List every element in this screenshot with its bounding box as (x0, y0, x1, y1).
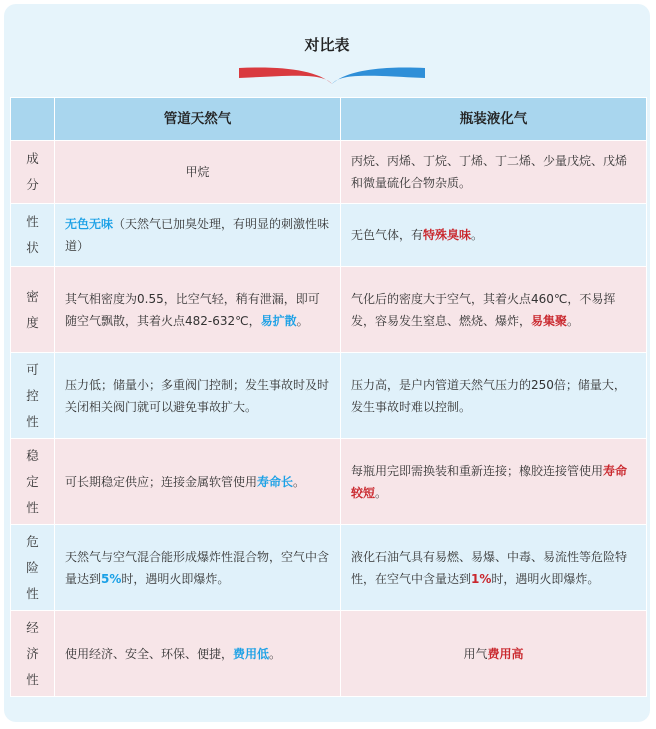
pipeline-gas-cell (55, 204, 341, 267)
cell-text: 。 (293, 474, 306, 489)
table-header-row (11, 98, 647, 141)
row-label-char: 稳 (26, 447, 39, 463)
row-label-char: 状 (26, 240, 39, 255)
row-label-char: 性 (26, 413, 39, 429)
row-label-char: 度 (26, 314, 39, 330)
pipeline-gas-cell (55, 439, 341, 525)
cell-text: 压力高，是户内管道天然气压力的250倍；储量大，发生事故时难以控制。 (351, 377, 626, 414)
row-label-char: 可 (26, 361, 39, 377)
bottled-lpg-cell (341, 141, 647, 204)
table-row (11, 353, 647, 439)
pipeline-gas-cell (55, 611, 341, 697)
bottled-lpg-cell (341, 267, 647, 353)
row-label-char: 控 (26, 387, 39, 403)
cell-text: 每瓶用完即需换装和重新连接；橡胶连接管使用 (351, 463, 604, 478)
row-label (11, 204, 55, 267)
row-label-char: 济 (26, 645, 39, 661)
row-label (11, 525, 55, 611)
cell-text: 时，遇明火即爆炸。 (121, 571, 230, 586)
row-label (11, 439, 55, 525)
highlight-text: 5% (101, 571, 122, 586)
cell-text: 使用经济、安全、环保、便捷， (65, 646, 234, 661)
header-bottled-lpg: 瓶装液化气 (341, 98, 647, 141)
highlight-text: 特殊臭味 (423, 228, 472, 242)
table-row (11, 204, 647, 267)
highlight-text: 费用低 (233, 646, 270, 661)
header-corner (11, 98, 55, 141)
bottled-lpg-cell (341, 611, 647, 697)
bottled-lpg-cell (341, 353, 647, 439)
row-label-char: 性 (26, 499, 39, 515)
row-label-char: 性 (26, 671, 39, 687)
pipeline-gas-cell (55, 525, 341, 611)
cell-text: 甲烷 (185, 165, 210, 179)
pipeline-gas-cell (55, 353, 341, 439)
cell-text: 丙烷、丙烯、丁烷、丁烯、丁二烯、少量戊烷、戊烯和微量硫化合物杂质。 (351, 154, 628, 190)
row-label-char: 分 (26, 177, 39, 192)
row-label (11, 611, 55, 697)
highlight-text: 1% (471, 571, 492, 586)
cell-text: 用气 (463, 646, 488, 661)
table-row (11, 611, 647, 697)
cell-text: 天然气与空气混合能形成爆炸性混合物，空气中含量达到 (65, 549, 330, 586)
cell-text: 时，遇明火即爆炸。 (491, 571, 600, 586)
cell-text: 。 (471, 228, 484, 242)
highlight-text: 无色无味 (65, 217, 114, 231)
highlight-text: 易集聚 (531, 313, 568, 328)
pipeline-gas-cell (55, 141, 341, 204)
bottled-lpg-cell (341, 525, 647, 611)
bottled-lpg-cell (341, 204, 647, 267)
table-row (11, 525, 647, 611)
row-label-char: 密 (26, 288, 39, 304)
row-label-char: 险 (26, 559, 39, 575)
cell-text: 。 (375, 485, 388, 500)
row-label-char: 危 (26, 533, 39, 549)
comparison-table (10, 97, 647, 697)
row-label (11, 141, 55, 204)
cell-text: 无色气体，有 (351, 228, 424, 242)
bottled-lpg-cell (341, 439, 647, 525)
cell-text: 。 (567, 313, 580, 328)
swoosh-decoration (237, 62, 427, 88)
cell-text: （天然气已加臭处理，有明显的刺激性味道） (65, 217, 330, 253)
row-label-char: 经 (26, 619, 39, 635)
cell-text: 。 (269, 646, 282, 661)
pipeline-gas-cell (55, 267, 341, 353)
cell-text: 液化石油气具有易燃、易爆、中毒、易流性等危险特性，在空气中含量达到 (351, 549, 628, 586)
cell-text: 压力低；储量小；多重阀门控制；发生事故时及时关闭相关阀门就可以避免事故扩大。 (65, 377, 330, 414)
row-label-char: 定 (26, 473, 39, 489)
row-label-char: 成 (26, 151, 39, 166)
cell-text: 气化后的密度大于空气，其着火点460℃，不易挥发，容易发生窒息、燃烧、爆炸， (351, 291, 616, 328)
row-label-char: 性 (26, 214, 39, 229)
table-row (11, 141, 647, 204)
row-label-char: 性 (26, 585, 39, 601)
header-pipeline-gas: 管道天然气 (55, 98, 341, 141)
row-label (11, 267, 55, 353)
table-row (11, 267, 647, 353)
page-title: 对比表 (304, 36, 350, 54)
highlight-text: 费用高 (487, 646, 524, 661)
highlight-text: 寿命长 (257, 474, 294, 489)
table-row (11, 439, 647, 525)
highlight-text: 寿命较短 (351, 463, 628, 500)
cell-text: 其气相密度为0.55，比空气轻，稍有泄漏，即可随空气飘散，其着火点482-632℃， (65, 291, 320, 328)
row-label (11, 353, 55, 439)
cell-text: 。 (296, 313, 309, 328)
highlight-text: 易扩散 (260, 313, 297, 328)
cell-text: 可长期稳定供应；连接金属软管使用 (65, 474, 258, 489)
